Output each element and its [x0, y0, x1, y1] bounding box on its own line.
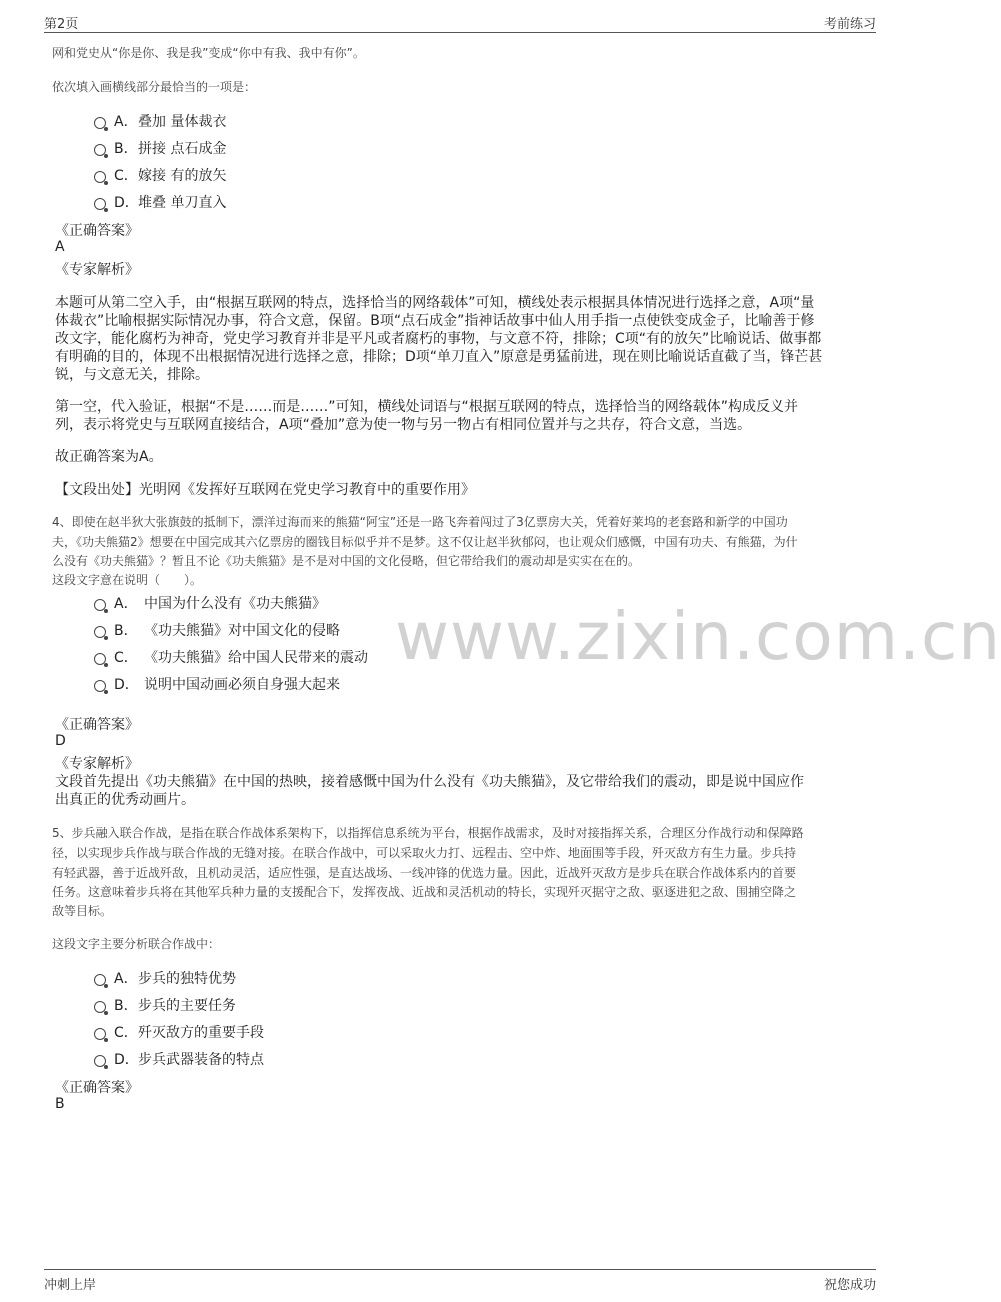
watermark: www.zixin.com.cn [395, 598, 1001, 675]
page-header [44, 10, 876, 33]
q3-answer-label: 《正确答案》 [55, 223, 139, 239]
q3-stem-tail: 网和党史从“你是你、我是我”变成“你中有我、我中有你”。 [52, 46, 365, 60]
option-letter: B． [114, 623, 138, 639]
q5-answer: B [55, 1096, 65, 1112]
option-text: 歼灭敌方的重要手段 [138, 1025, 264, 1041]
option-letter: B． [114, 141, 138, 157]
radio-icon[interactable] [94, 144, 106, 156]
radio-icon[interactable] [94, 974, 106, 986]
q3-analysis-line: 有明确的目的，体现不出根据情况进行选择之意，排除；D项“单刀直入”原意是勇猛前进，现在则比喻说话直截了当，锋芒甚 [55, 349, 823, 365]
q4-answer: D [55, 733, 66, 749]
footer-left-text: 冲刺上岸 [44, 1278, 97, 1293]
q3-conclusion: 故正确答案为A。 [55, 449, 163, 465]
q5-stem-line: 5、步兵融入联合作战，是指在联合作战体系架构下，以指挥信息系统为平台，根据作战需求，及时对接指挥关系，合理区分作战行动和保障路 [52, 826, 804, 840]
option-letter: C． [114, 168, 138, 184]
q5-stem-line: 有轻武器，善于近战歼敌，且机动灵活，适应性强，是直达战场、一线冲锋的优选力量。因此，近战歼灭敌方是步兵在联合作战体系内的首要 [52, 866, 797, 880]
option-text: 说明中国动画必须自身强大起来 [144, 677, 340, 693]
option-text: 堆叠 单刀直入 [138, 195, 227, 211]
radio-icon[interactable] [94, 1001, 106, 1013]
option-letter: A． [114, 114, 138, 130]
radio-icon[interactable] [94, 1055, 106, 1067]
option-text: 拼接 点石成金 [138, 141, 227, 157]
radio-icon[interactable] [94, 680, 106, 692]
q4-analysis-line: 文段首先提出《功夫熊猫》在中国的热映，接着感慨中国为什么没有《功夫熊猫》，及它带给我们的震动，即是说中国应作 [55, 774, 804, 790]
option-letter: C． [114, 650, 138, 666]
header-title: 考前练习 [823, 17, 876, 32]
radio-icon[interactable] [94, 171, 106, 183]
q3-analysis-line: 体裁衣”比喻根据实际情况办事，符合文意，保留。B项“点石成金”指神话故事中仙人用手指一点使铁变成金子，比喻善于修 [55, 313, 815, 329]
option-letter: D． [114, 195, 139, 211]
option-text: 步兵武器装备的特点 [138, 1052, 264, 1068]
footer-right-text: 祝您成功 [823, 1278, 876, 1293]
q5-stem-line: 任务。这意味着步兵将在其他军兵种力量的支援配合下，发挥夜战、近战和灵活机动的特长，实现歼灭据守之敌、驱逐进犯之敌、围捕空降之 [52, 885, 797, 899]
option-text: 嫁接 有的放矢 [138, 168, 227, 184]
page-number: 第2页 [44, 17, 79, 32]
q3-analysis-line: 改文字，能化腐朽为神奇，党史学习教育并非是平凡或者腐朽的事物，与文意不符，排除；C项“有的放矢”比喻说话、做事都 [55, 331, 822, 347]
page-footer [44, 1269, 876, 1294]
option-text: 叠加 量体裁衣 [138, 114, 227, 130]
q4-prompt: 这段文字意在说明（ ）。 [52, 573, 203, 587]
radio-icon[interactable] [94, 1028, 106, 1040]
q3-analysis-line: 列，表示将党史与互联网直接结合，A项“叠加”意为使一物与另一物占有相同位置并与之共存，符合文意，当选。 [55, 417, 752, 433]
q4-analysis-label: 《专家解析》 [55, 756, 139, 772]
option-letter: D． [114, 1052, 139, 1068]
q3-analysis-line: 锐，与文意无关，排除。 [55, 367, 209, 383]
radio-icon[interactable] [94, 117, 106, 129]
q4-stem-line: 夫，《功夫熊猫2》想要在中国完成其六亿票房的圈钱目标似乎并不是梦。这不仅让赵半狄郁闷，也让观众们感慨，中国有功夫、有熊猫，为什 [52, 535, 798, 549]
radio-icon[interactable] [94, 198, 106, 210]
q5-answer-label: 《正确答案》 [55, 1080, 139, 1096]
q5-stem-line: 径，以实现步兵作战与联合作战的无缝对接。在联合作战中，可以采取火力打、远程击、空中炸、地面围等手段，歼灭敌方有生力量。步兵持 [52, 846, 797, 860]
q3-analysis-line: 本题可从第二空入手，由“根据互联网的特点，选择恰当的网络载体”可知，横线处表示根据具体情况进行选择之意，A项“量 [55, 295, 815, 311]
option-text: 步兵的主要任务 [138, 998, 236, 1014]
option-text: 《功夫熊猫》给中国人民带来的震动 [144, 650, 368, 666]
q4-stem-line: 么没有《功夫熊猫》？暂且不论《功夫熊猫》是不是对中国的文化侵略，但它带给我们的震动却是实实在在的。 [52, 554, 641, 568]
q4-analysis-line: 出真正的优秀动画片。 [55, 792, 195, 808]
q5-prompt: 这段文字主要分析联合作战中： [52, 937, 221, 951]
option-letter: C． [114, 1025, 138, 1041]
q4-stem-line: 4、即使在赵半狄大张旗鼓的抵制下，漂洋过海而来的熊猫“阿宝”还是一路飞奔着闯过了3亿票房大关，凭着好莱坞的老套路和新学的中国功 [52, 515, 788, 529]
option-letter: B． [114, 998, 138, 1014]
option-text: 步兵的独特优势 [138, 971, 236, 987]
q3-analysis-line: 第一空，代入验证，根据“不是……而是……”可知，横线处词语与“根据互联网的特点，选择恰当的网络载体”构成反义并 [55, 399, 799, 415]
option-letter: D． [114, 677, 139, 693]
q3-answer: A [55, 239, 65, 255]
q4-answer-label: 《正确答案》 [55, 717, 139, 733]
radio-icon[interactable] [94, 599, 106, 611]
q3-source: 【文段出处】光明网《发挥好互联网在党史学习教育中的重要作用》 [55, 482, 475, 498]
radio-icon[interactable] [94, 653, 106, 665]
option-text: 中国为什么没有《功夫熊猫》 [144, 596, 326, 612]
q5-stem-line: 敌等目标。 [52, 904, 113, 918]
option-letter: A． [114, 971, 138, 987]
q3-prompt: 依次填入画横线部分最恰当的一项是： [52, 80, 257, 94]
option-text: 《功夫熊猫》对中国文化的侵略 [144, 623, 340, 639]
q3-analysis-label: 《专家解析》 [55, 262, 139, 278]
radio-icon[interactable] [94, 626, 106, 638]
option-letter: A． [114, 596, 138, 612]
